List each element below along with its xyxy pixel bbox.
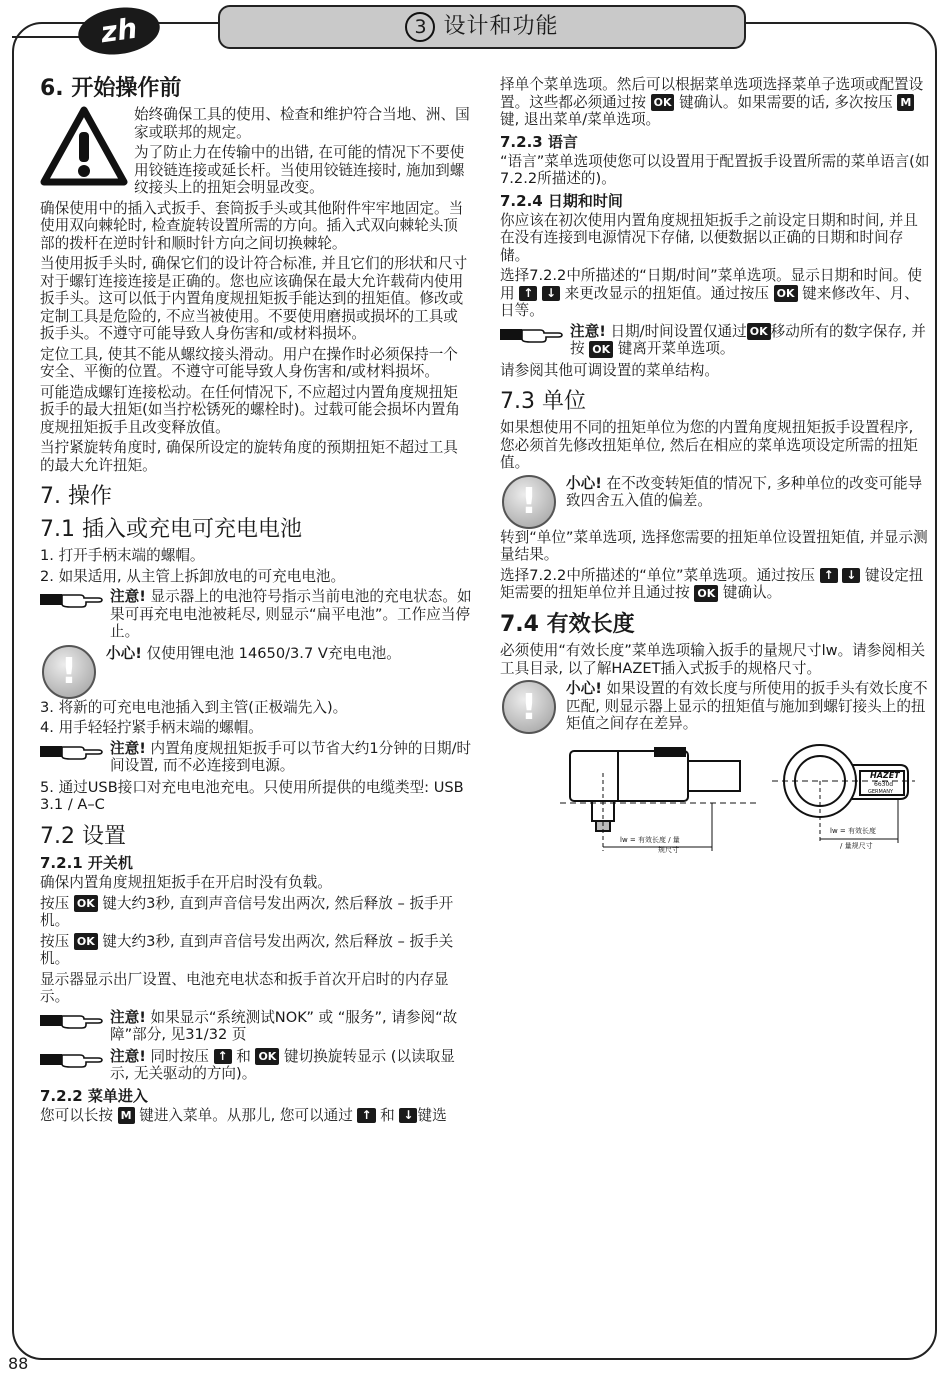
text-span: 键, 退出菜单/菜单选项。: [500, 111, 661, 128]
brand-logo-text: HAZET: [870, 770, 900, 780]
paragraph: 显示器显示出厂设置、电池充电状态和扳手首次开启时的内存显示。: [40, 970, 449, 1006]
text-span: 键确认。: [722, 584, 782, 602]
text-span: 键来修改年、月、日等。: [500, 284, 919, 319]
paragraph: 必须使用“有效长度”菜单选项输入扳手的量规尺寸lw。请参阅相关工具目录, 以了解HAZET插入式扳手的规格尺寸。: [500, 642, 926, 677]
caution-block: [500, 475, 930, 525]
note-label: 注意!: [110, 1047, 146, 1065]
list-item: 5. 通过USB接口对充电电池充电。只使用所提供的电缆类型: USB 3.1 / A–C: [40, 778, 464, 814]
note-text: 如果显示“系统测试NOK” 或 “服务”, 请参阅“故障”部分, 见31/32 页: [110, 1008, 458, 1044]
note-hand-icon: [500, 324, 564, 344]
ok-key-icon: OK: [694, 585, 718, 602]
caution-block: [500, 680, 930, 733]
ok-key-icon: OK: [74, 933, 98, 950]
paragraph: 当使用扳手头时, 确保它们的设计符合标准, 并且它们的形状和尺寸对于螺钉连接连接是正确的。您也应该确保在最大允许载荷内使用扳手头。这可以低于内置角度规扭矩扳手能达到的扭矩值。修改或定制工具是危险的, 不应当被使用。不要使用磨损或损坏的工具或扳手头。不遵守可能导致人身伤害和/或材料损坏。: [40, 255, 468, 343]
arrow-down-key-icon: ↓: [399, 1108, 417, 1123]
text-span: 按压: [40, 932, 70, 950]
ok-key-icon: OK: [255, 1048, 279, 1065]
paragraph: [500, 567, 930, 602]
text-span: 日期/时间设置仅通过: [605, 322, 747, 340]
figure-label-right-2: / 量规尺寸: [840, 841, 873, 850]
text-span: 来更改显示的扭矩值。通过按压: [564, 284, 769, 302]
text-span: 选择7.2.2中所描述的“日期/时间”菜单选项。显示日期和时间。使用: [500, 267, 923, 302]
text-span: 和: [236, 1047, 251, 1065]
text-span: 择单个菜单选项。然后可以根据菜单选项选择菜单子选项或配置设置。这些都必须通过按: [500, 76, 924, 111]
caution-label: 小心!: [566, 474, 602, 492]
text-span: 同时按压: [145, 1047, 209, 1065]
ok-key-icon: OK: [74, 895, 98, 912]
paragraph: [40, 895, 472, 930]
text-span: 移动所有的数字保存, 并按: [570, 322, 926, 357]
heading-7-1: 7.1 插入或充电可充电电池: [40, 516, 302, 542]
country-text: GERMANY: [868, 788, 894, 795]
paragraph: [500, 267, 930, 320]
warning-text-2: 为了防止力在传输中的出错, 在可能的情况下不要使用铰链连接或延长杆。当使用铰链连接时, 施加到螺纹接头上的扭矩会明显改变。: [134, 144, 465, 197]
section-number: 3: [405, 12, 435, 42]
note-block: [40, 1048, 472, 1083]
left-column: [40, 76, 472, 1127]
note-text: 显示器上的电池符号指示当前电池的充电状态。如果可再充电电池被耗尽, 则显示“扁平电池”。工作应当停止。: [110, 588, 472, 641]
text-span: 键大约3秒, 直到声音信号发出两次, 然后释放 – 扳手开机。: [40, 894, 454, 930]
list-item: 1. 打开手柄末端的螺帽。: [40, 547, 205, 565]
figure-label-left-2: 规尺寸: [658, 845, 679, 854]
list-item: 4. 用手轻轻拧紧手柄末端的螺帽。: [40, 719, 263, 737]
right-column: [500, 76, 930, 858]
note-label: 注意!: [570, 322, 606, 340]
header-rule-left: [12, 36, 86, 38]
text-span: 键切换旋转显示 (以读取显示, 无关驱动的方向)。: [110, 1047, 455, 1083]
figure-label-left-1: lw = 有效长度 / 量: [620, 835, 680, 844]
caution-text: 如果设置的有效长度与所使用的扳手头有效长度不匹配, 则显示器上显示的扭矩值与施加到螺钉接头上的扭矩值之间存在差异。: [566, 680, 928, 733]
text-span: 和: [380, 1106, 395, 1124]
arrow-up-key-icon: ↑: [214, 1049, 232, 1064]
caution-exclamation-icon: !: [42, 645, 96, 699]
note-block: [40, 1009, 472, 1044]
heading-7: 7. 操作: [40, 484, 112, 510]
list-item: 2. 如果适用, 从主管上拆卸放电的可充电电池。: [40, 567, 346, 585]
arrow-down-key-icon: ↓: [842, 568, 860, 583]
arrow-up-key-icon: ↑: [357, 1108, 375, 1123]
wrench-head-drawings: [500, 743, 930, 858]
paragraph: 确保内置角度规扭矩扳手在开启时没有负载。: [40, 874, 332, 892]
caution-text: 仅使用锂电池 14650/3.7 V充电电池。: [141, 644, 401, 662]
text-span: 按压: [40, 894, 70, 912]
menu-key-icon: M: [897, 94, 914, 111]
paragraph: [40, 1107, 472, 1125]
paragraph: 你应该在初次使用内置角度规扭矩扳手之前设定日期和时间, 并且在没有连接到电源情况下存储, 以便数据以正确的日期和时间存储。: [500, 211, 918, 264]
list-item: 3. 将新的可充电电池插入到主管(正极端先入)。: [40, 698, 348, 716]
caution-label: 小心!: [106, 644, 142, 662]
note-hand-icon: [40, 1010, 104, 1030]
arrow-up-key-icon: ↑: [820, 568, 838, 583]
paragraph: [40, 933, 472, 968]
note-block: [40, 588, 472, 641]
text-span: 键设定扭矩需要的扭矩单位并且通过按: [500, 566, 924, 602]
caution-exclamation-icon: !: [502, 680, 556, 734]
warning-text-1: 始终确保工具的使用、检查和维护符合当地、洲、国家或联邦的规定。: [134, 106, 470, 141]
heading-7-2-3: 7.2.3 语言: [500, 132, 578, 151]
text-span: 您可以长按: [40, 1106, 113, 1124]
paragraph: 当拧紧旋转角度时, 确保所设定的旋转角度的预期扭矩不超过工具的最大允许扭矩。: [40, 439, 458, 474]
paragraph: 转到“单位”菜单选项, 选择您需要的扭矩单位设置扭矩值, 并显示测量结果。: [500, 528, 928, 564]
note-label: 注意!: [110, 1008, 146, 1026]
paragraph: 如果想使用不同的扭矩单位为您的内置角度规扭矩扳手设置程序, 您必须首先修改扭矩单位, 然后在相应的菜单选项设定所需的扭矩值。: [500, 419, 918, 472]
text-span: 选择7.2.2中所描述的“单位”菜单选项。通过按压: [500, 566, 815, 584]
paragraph: 确保使用中的插入式扳手、套筒扳手头或其他附件牢牢地固定。当使用双向棘轮时, 检查旋转设置所需的方向。插入式双向棘轮头顶部的拨杆在逆时针和顺时针方向之间切换棘轮。: [40, 199, 464, 252]
note-hand-icon: [40, 589, 104, 609]
section-title-tab: [218, 5, 746, 49]
note-hand-icon: [40, 1049, 104, 1069]
heading-7-2: 7.2 设置: [40, 823, 126, 849]
warning-block: [40, 106, 472, 197]
heading-7-3: 7.3 单位: [500, 389, 586, 414]
warning-triangle-icon: [40, 106, 128, 186]
caution-block: [40, 645, 472, 695]
caution-text: 在不改变转矩值的情况下, 多种单位的改变可能导致四舍五入值的偏差。: [566, 474, 923, 510]
ok-key-icon: OK: [747, 323, 771, 340]
header-rule-right: [746, 22, 906, 24]
ok-key-icon: OK: [589, 341, 613, 358]
effective-length-figure: [500, 743, 930, 858]
heading-7-2-4: 7.2.4 日期和时间: [500, 191, 623, 210]
section-title: 设计和功能: [443, 13, 559, 39]
paragraph: 可能造成螺钉连接松动。在任何情况下, 不应超过内置角度规扭矩扳手的最大扭矩(如当拧松锈死的螺栓时)。过载可能会损坏内置角度规扭矩扳手且改变释放值。: [40, 383, 461, 436]
note-block: [40, 740, 472, 775]
text-span: 键选: [417, 1106, 447, 1124]
text-span: 键进入菜单。从那儿, 您可以通过: [139, 1106, 353, 1124]
paragraph: [500, 76, 930, 129]
model-text: 6630d: [874, 780, 894, 788]
note-block: [500, 323, 930, 358]
note-hand-icon: [40, 741, 104, 761]
text-span: 键确认。如果需要的话, 多次按压: [679, 93, 893, 111]
paragraph: “语言”菜单选项使您可以设置用于配置扳手设置所需的菜单语言(如7.2.2所描述的)。: [500, 152, 930, 187]
heading-7-4: 7.4 有效长度: [500, 611, 635, 637]
note-text: 内置角度规扭矩扳手可以节省大约1分钟的日期/时间设置, 而不必连接到电源。: [110, 739, 472, 775]
page-number: 88: [8, 1354, 29, 1373]
arrow-down-key-icon: ↓: [542, 286, 560, 301]
ok-key-icon: OK: [774, 285, 798, 302]
text-span: 键离开菜单选项。: [617, 340, 735, 357]
heading-6: 6. 开始操作前: [40, 76, 182, 101]
arrow-up-key-icon: ↑: [519, 286, 537, 301]
paragraph: 请参阅其他可调设置的菜单结构。: [500, 361, 719, 379]
figure-label-right-1: lw = 有效长度: [830, 826, 876, 835]
caution-label: 小心!: [566, 680, 602, 698]
text-span: 键大约3秒, 直到声音信号发出两次, 然后释放 – 扳手关机。: [40, 932, 454, 968]
note-label: 注意!: [110, 739, 146, 757]
paragraph: 定位工具, 使其不能从螺纹接头滑动。用户在操作时必须保持一个安全、平衡的位置。不遵守可能导致人身伤害和/或材料损坏。: [40, 345, 458, 381]
heading-7-2-1: 7.2.1 开关机: [40, 854, 133, 873]
caution-exclamation-icon: !: [502, 475, 556, 529]
note-label: 注意!: [110, 588, 146, 606]
heading-7-2-2: 7.2.2 菜单进入: [40, 1086, 148, 1105]
language-code: zh: [98, 11, 140, 50]
ok-key-icon: OK: [651, 94, 675, 111]
menu-key-icon: M: [118, 1107, 135, 1124]
